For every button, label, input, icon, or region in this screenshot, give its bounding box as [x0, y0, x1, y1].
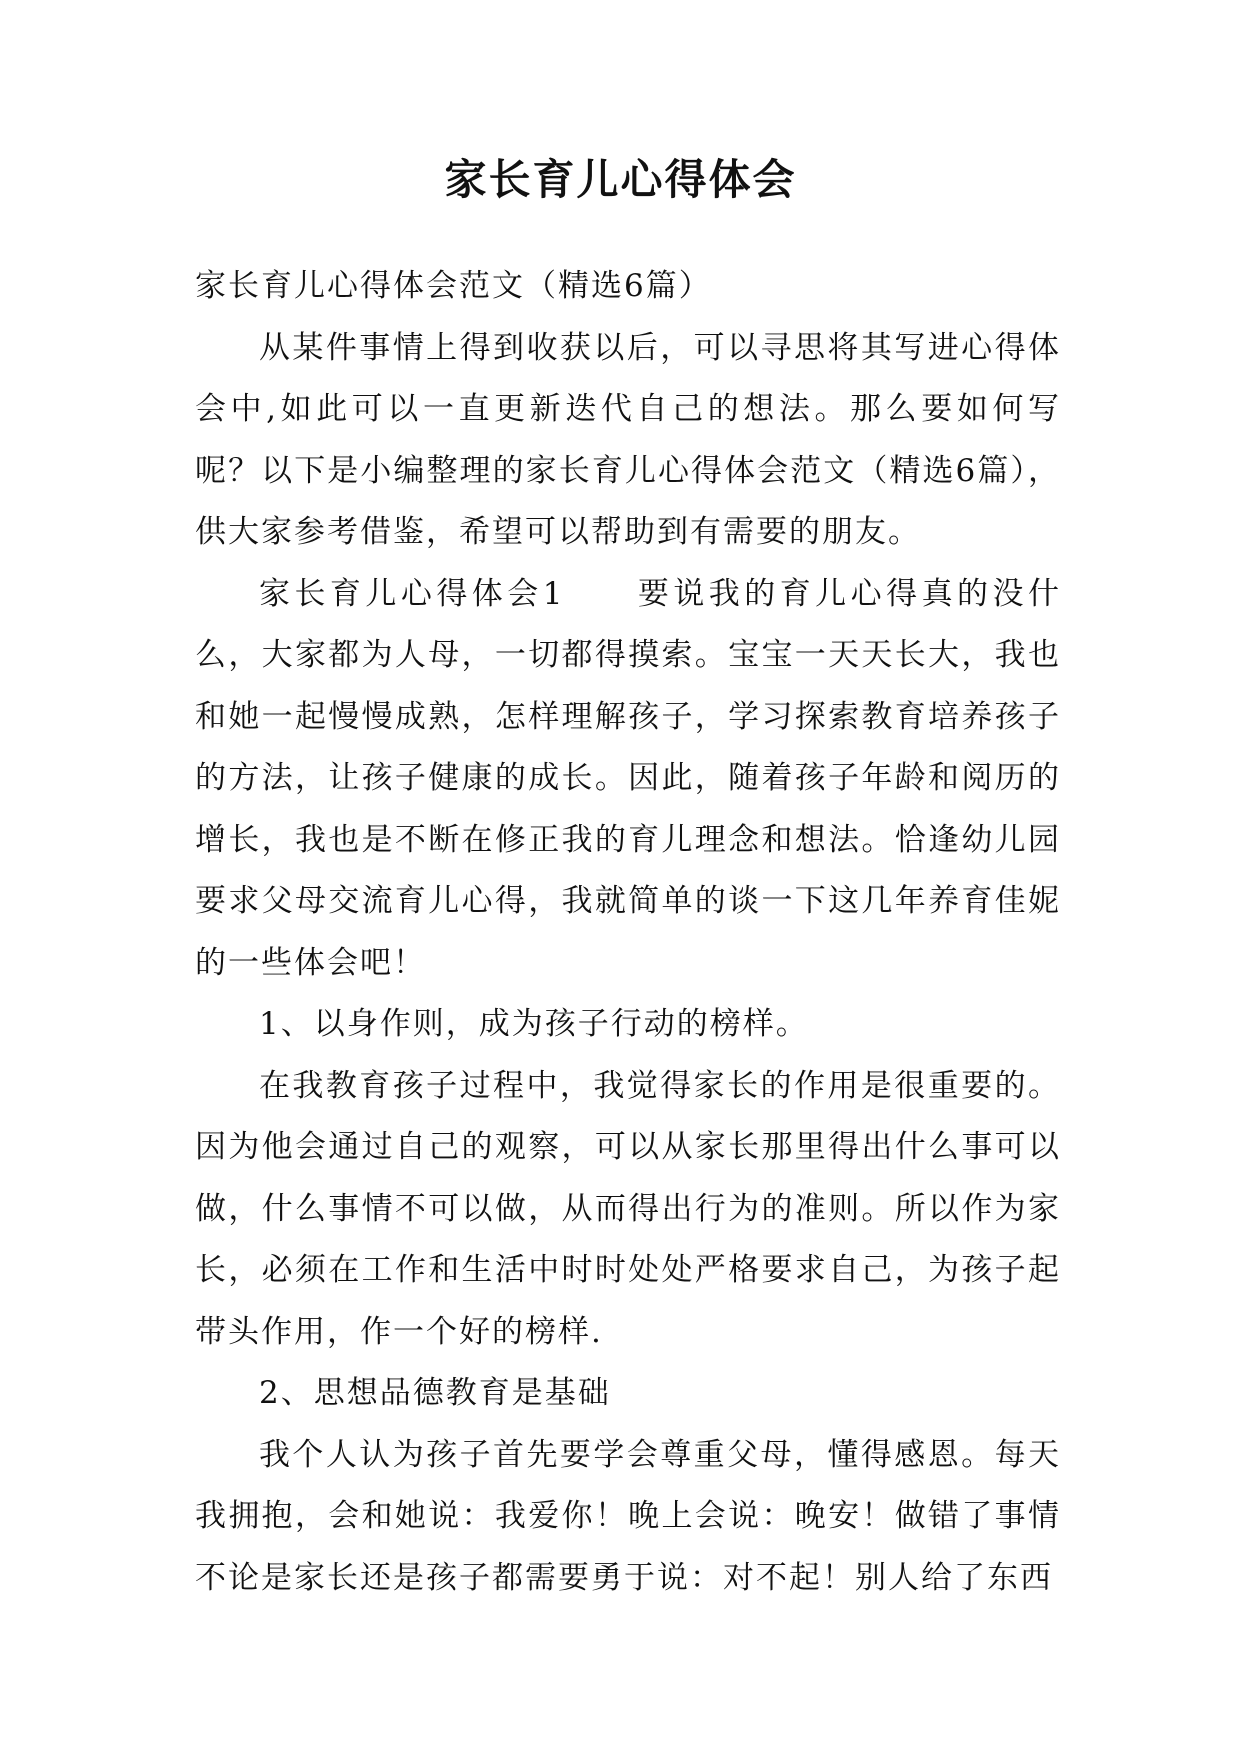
page-title: 家长育儿心得体会: [444, 155, 797, 204]
document-body: [195, 256, 1061, 1609]
subtitle-paragraph: 家长育儿心得体会范文（精选6篇）: [195, 268, 712, 304]
section-2-paragraph: 我个人认为孩子首先要学会尊重父母，懂得感恩。每天我拥抱，会和她说：我爱你！晚上会说：晚安！做错了事情不论是家长还是孩子都需要勇于说：对不起！别人给了东西: [195, 1436, 1061, 1596]
section-heading-2: 2、思想品德教育是基础: [259, 1375, 611, 1411]
section-heading-1: 1、以身作则，成为孩子行动的榜样。: [259, 1006, 809, 1042]
essay-1-paragraph: 家长育儿心得体会1 要说我的育儿心得真的没什么，大家都为人母，一切都得摸索。宝宝一天天长大，我也和她一起慢慢成熟，怎样理解孩子，学习探索教育培养孩子的方法，让孩子健康的成长。因此，随着孩子年龄和阅历的增长，我也是不断在修正我的育儿理念和想法。恰逢幼儿园要求父母交流育儿心得，我就简单的谈一下这几年养育佳妮的一些体会吧！: [195, 575, 1061, 981]
section-1-paragraph: 在我教育孩子过程中，我觉得家长的作用是很重要的。因为他会通过自己的观察，可以从家长那里得出什么事可以做，什么事情不可以做，从而得出行为的准则。所以作为家长，必须在工作和生活中时时处处严格要求自己，为孩子起带头作用，作一个好的榜样.: [195, 1067, 1061, 1350]
intro-paragraph: 从某件事情上得到收获以后，可以寻思将其写进心得体会中,如此可以一直更新迭代自己的想法。那么要如何写呢？以下是小编整理的家长育儿心得体会范文（精选6篇），供大家参考借鉴，希望可以帮助到有需要的朋友。: [195, 329, 1061, 550]
